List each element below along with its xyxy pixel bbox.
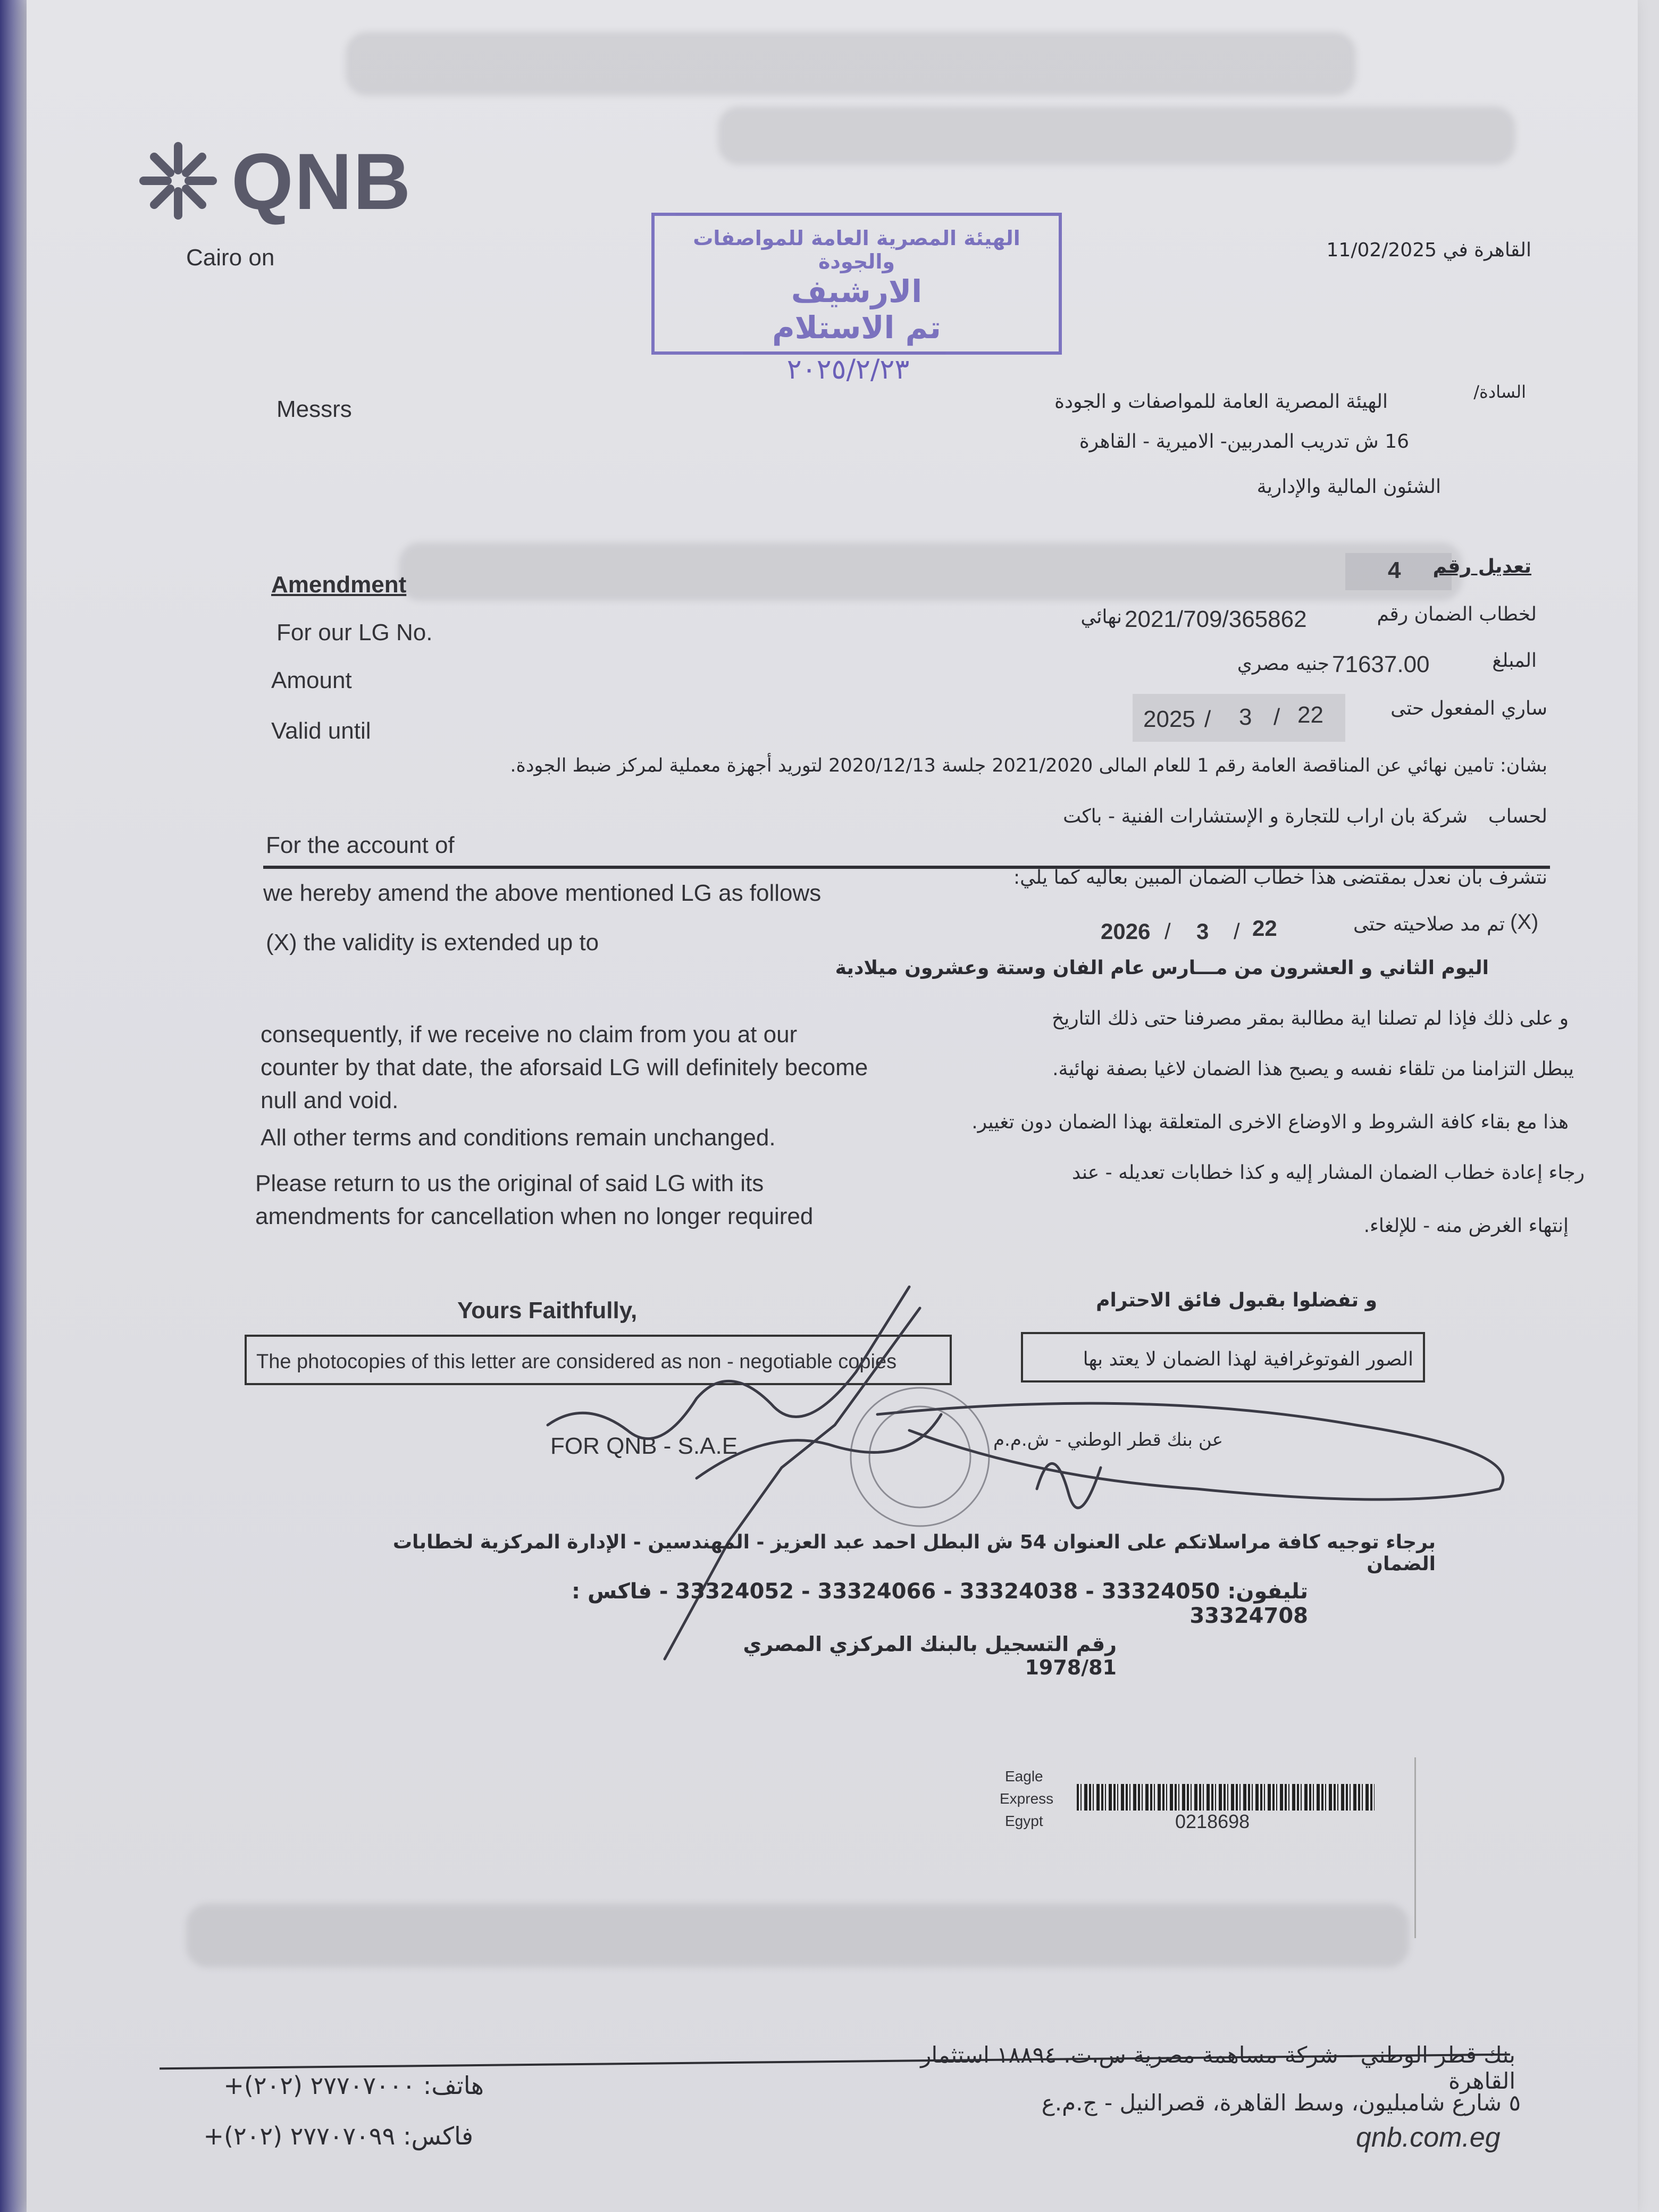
courier-barcode — [1077, 1784, 1375, 1811]
stamp-org: الهيئة المصرية العامة للمواصفات والجودة — [693, 227, 1020, 273]
lg-number: 2021/709/365862 — [1125, 606, 1307, 632]
amend-intro-en: we hereby amend the above mentioned LG as follows — [263, 880, 822, 906]
photocopy-notice-ar: الصور الفوتوغرافية لهذا الضمان لا يعتد بها — [1021, 1332, 1425, 1382]
registration-number: رقم التسجيل بالبنك المركزي المصري 1978/81 — [743, 1632, 1117, 1679]
scan-noise — [399, 542, 1462, 601]
for-qnb-ar: عن بنك قطر الوطني - ش.م.م — [993, 1429, 1223, 1451]
recipient-dept: الشئون المالية والإدارية — [1256, 476, 1441, 498]
valid-sep: / — [1204, 706, 1211, 732]
courier-code: 0218698 — [1175, 1811, 1250, 1832]
consequently-ar-1: و على ذلك فإذا لم تصلنا اية مطالبة بمقر مصرفنا حتى ذلك التاريخ — [1051, 1008, 1569, 1029]
valid-sep: / — [1273, 704, 1280, 730]
terms-ar: هذا مع بقاء كافة الشروط و الاوضاع الاخرى المتعلقة بهذا الضمان دون تغيير. — [971, 1111, 1569, 1133]
new-year: 2026 — [1101, 919, 1151, 944]
correspondence-address: برجاء توجيه كافة مراسلاتكم على العنوان 54 ش البطل احمد عبد العزيز - المهندسين - الإدارة المركزية لخطابات الضمان — [392, 1531, 1436, 1575]
recipient-name: الهيئة المصرية العامة للمواصفات و الجودة — [1054, 391, 1388, 413]
qnb-logo-text: QNB — [231, 137, 412, 226]
for-qnb-en: FOR QNB - S.A.E — [550, 1433, 738, 1459]
scan-noise — [346, 32, 1356, 96]
footer-street: ٥ شارع شامبليون، وسط القاهرة، قصرالنيل - ج.م.ع — [1041, 2090, 1521, 2116]
subject-line: بشان: تامين نهائي عن المناقصة العامة رقم 1 للعام المالى 2021/2020 جلسة 2020/12/13 لتوريد أجهزة معملية لمركز ضبط الجودة. — [510, 755, 1547, 776]
amendment-title-en: Amendment — [271, 572, 407, 598]
account-label-en: For the account of — [266, 832, 455, 858]
valid-label-en: Valid until — [271, 718, 371, 744]
valid-month: 3 — [1239, 704, 1252, 730]
terms-en: All other terms and conditions remain unchanged. — [261, 1125, 776, 1151]
photocopy-notice-en: The photocopies of this letter are considered as non - negotiable copies — [245, 1335, 952, 1385]
new-month: 3 — [1196, 919, 1209, 944]
recipient-address: 16 ش تدريب المدربين- الاميرية - القاهرة — [1079, 431, 1409, 453]
amend-intro-ar: نتشرف بان نعدل بمقتضى هذا خطاب الضمان المبين بعاليه كما يلي: — [1013, 867, 1547, 889]
account-label-ar: لحساب — [1488, 806, 1547, 827]
recipient-label-ar: السادة/ — [1473, 382, 1526, 402]
scan-noise — [718, 106, 1515, 165]
qnb-logo-icon — [133, 136, 223, 226]
amendment-number: 4 — [1388, 557, 1401, 583]
amount-currency: جنيه مصري — [1237, 653, 1329, 675]
footer-fax: فاكس: ٢٧٧٠٧٠٩٩ (٢٠٢)+ — [203, 2122, 473, 2150]
consequently-en: consequently, if we receive no claim from you at our counter by that date, the aforsaid LG will definitely become null and void. — [261, 1021, 868, 1113]
cairo-on-label: Cairo on — [186, 245, 275, 271]
amount-value: 71637.00 — [1332, 651, 1430, 677]
receipt-stamp — [651, 213, 1062, 355]
courier-name-3: Egypt — [1005, 1813, 1043, 1829]
valid-day: 22 — [1297, 702, 1323, 728]
stamp-archive: الارشيف — [791, 273, 923, 309]
new-day: 22 — [1252, 916, 1277, 941]
courier-name-1: Eagle — [1005, 1768, 1043, 1784]
return-en: Please return to us the original of said LG with its amendments for cancellation when no longer required — [255, 1170, 814, 1229]
letter-date: القاهرة في 11/02/2025 — [1326, 239, 1531, 261]
stamp-received: تم الاستلام — [772, 309, 941, 346]
return-ar-1: رجاء إعادة خطاب الضمان المشار إليه و كذا خطابات تعديله - عند — [1071, 1162, 1585, 1184]
consequently-ar-2: يبطل التزامنا من تلقاء نفسه و يصبح هذا الضمان لاغيا بصفة نهائية. — [1052, 1058, 1574, 1080]
courier-name-2: Express — [1000, 1790, 1054, 1807]
validity-en: (X) the validity is extended up to — [266, 929, 599, 956]
contact-phones: تليفون: 33324050 - 33324038 - 33324066 - 33324052 - فاكس : 33324708 — [572, 1579, 1308, 1628]
validity-ar: تم مد صلاحيته حتى — [1353, 914, 1505, 935]
letter-page: QNB Cairo on القاهرة في 11/02/2025 الهيئة المصرية العامة للمواصفات والجودة الارشيف تم الاستلام ٢٠٢٥/٢/٢٣ Messrs السادة/ الهيئة المصرية العامة للمواصفات و الجودة 16 ش تدريب المدربين- الاميرية - القاهرة الشئون المالية والإدارية Amendment 4 تعديل رقم For our LG No. نهائي 2021/709/365862 لخطاب الضمان رقم Amount جنيه مصري 71637.00 المبلغ Valid until 2025 / 3 / 22 ساري المفعول حتى بشان: تامين نهائي عن المناقصة العامة رقم 1 للعام المالى 2021/2020 جلسة 2020/12/13 لتوريد أجهزة معملية لمركز ضبط الجودة. شركة بان اراب للتجارة و الإستشارات الفنية - باكت لحساب For the account of we hereby amend the above mentioned LG as follows نتشرف بان نعدل بمقتضى هذا خطاب الضمان المبين بعاليه كما يلي: (X) the validity is extended up to 2026 / 3 / 22 تم مد صلاحيته حتى (X) اليوم الثاني و العشرون من مـــارس عام الفان وستة وعشرون ميلادية consequently, if we receive no claim from you at our counter by that date, the aforsaid LG will definitely become null and void. و على ذلك فإذا لم تصلنا اية مطالبة بمقر مصرفنا حتى ذلك التاريخ يبطل التزامنا من تلقاء نفسه و يصبح هذا الضمان لاغيا بصفة نهائية. All other terms and conditions remain unchanged. هذا مع بقاء كافة الشروط و الاوضاع الاخرى المتعلقة بهذا الضمان دون تغيير. Please return to us the original of said LG with its amendments for cancellation when no longer required رجاء إعادة خطاب الضمان المشار إليه و كذا خطابات تعديله - عند إنتهاء الغرض منه - للإلغاء. Yours Faithfully, و تفضلوا بقبول فائق الاحترام The photocopies of this letter are considered as non - negotiable copies الصور الفوتوغرافية لهذا الضمان لا يعتد بها FOR QNB - S.A.E عن بنك قطر الوطني - ش.م.م برجاء توجيه كافة مراسلاتكم على العنوان 54 ش البطل احمد عبد العزيز - المهندسين - الإدارة المركزية لخطابات الضمان تليفون: 33324050 - 33324038 - 33324066 - 33324052 - فاكس : 33324708 رقم التسجيل بالبنك المركزي المصري 1978/81 Eagle Express Egypt 0218698 بنك قطر الوطني - شركة مساهمة مصرية س.ت. ١٨٨٩٤ استثمار القاهرة ٥ شارع شامبليون، وسط القاهرة، قصرالنيل - ج.م.ع qnb.com.eg هاتف: ٢٧٧٠٧٠٠٠ (٢٠٢)+ فاكس: ٢٧٧٠٧٠٩٩ (٢٠٢)+ — [27, 0, 1638, 2212]
footer-bank-name: بنك قطر الوطني - شركة مساهمة مصرية س.ت. ١٨٨٩٤ استثمار القاهرة — [920, 2042, 1515, 2094]
yours-faithfully: Yours Faithfully, — [457, 1297, 638, 1323]
amount-label-en: Amount — [271, 667, 352, 693]
footer-website: qnb.com.eg — [1356, 2122, 1501, 2153]
lg-type: نهائي — [1080, 606, 1122, 628]
amount-label-ar: المبلغ — [1492, 650, 1537, 672]
date-in-words: اليوم الثاني و العشرون من مـــارس عام الفان وستة وعشرون ميلادية — [835, 957, 1489, 979]
courier-label — [962, 1757, 1416, 1938]
valid-label-ar: ساري المفعول حتى — [1390, 698, 1547, 719]
validity-ar-mark: (X) — [1510, 910, 1539, 934]
account-name: شركة بان اراب للتجارة و الإستشارات الفنية - باكت — [1063, 806, 1468, 827]
amendment-title-ar: تعديل رقم — [1432, 556, 1531, 577]
footer-phone: هاتف: ٢٧٧٠٧٠٠٠ (٢٠٢)+ — [223, 2071, 484, 2100]
stamp-date: ٢٠٢٥/٢/٢٣ — [786, 354, 910, 386]
return-ar-2: إنتهاء الغرض منه - للإلغاء. — [1363, 1215, 1569, 1237]
valid-year: 2025 — [1143, 706, 1195, 732]
lg-label-en: For our LG No. — [276, 619, 433, 646]
lg-label-ar: لخطاب الضمان رقم — [1377, 604, 1537, 625]
yours-faithfully-ar: و تفضلوا بقبول فائق الاحترام — [1096, 1289, 1377, 1311]
messrs-label: Messrs — [276, 396, 352, 422]
